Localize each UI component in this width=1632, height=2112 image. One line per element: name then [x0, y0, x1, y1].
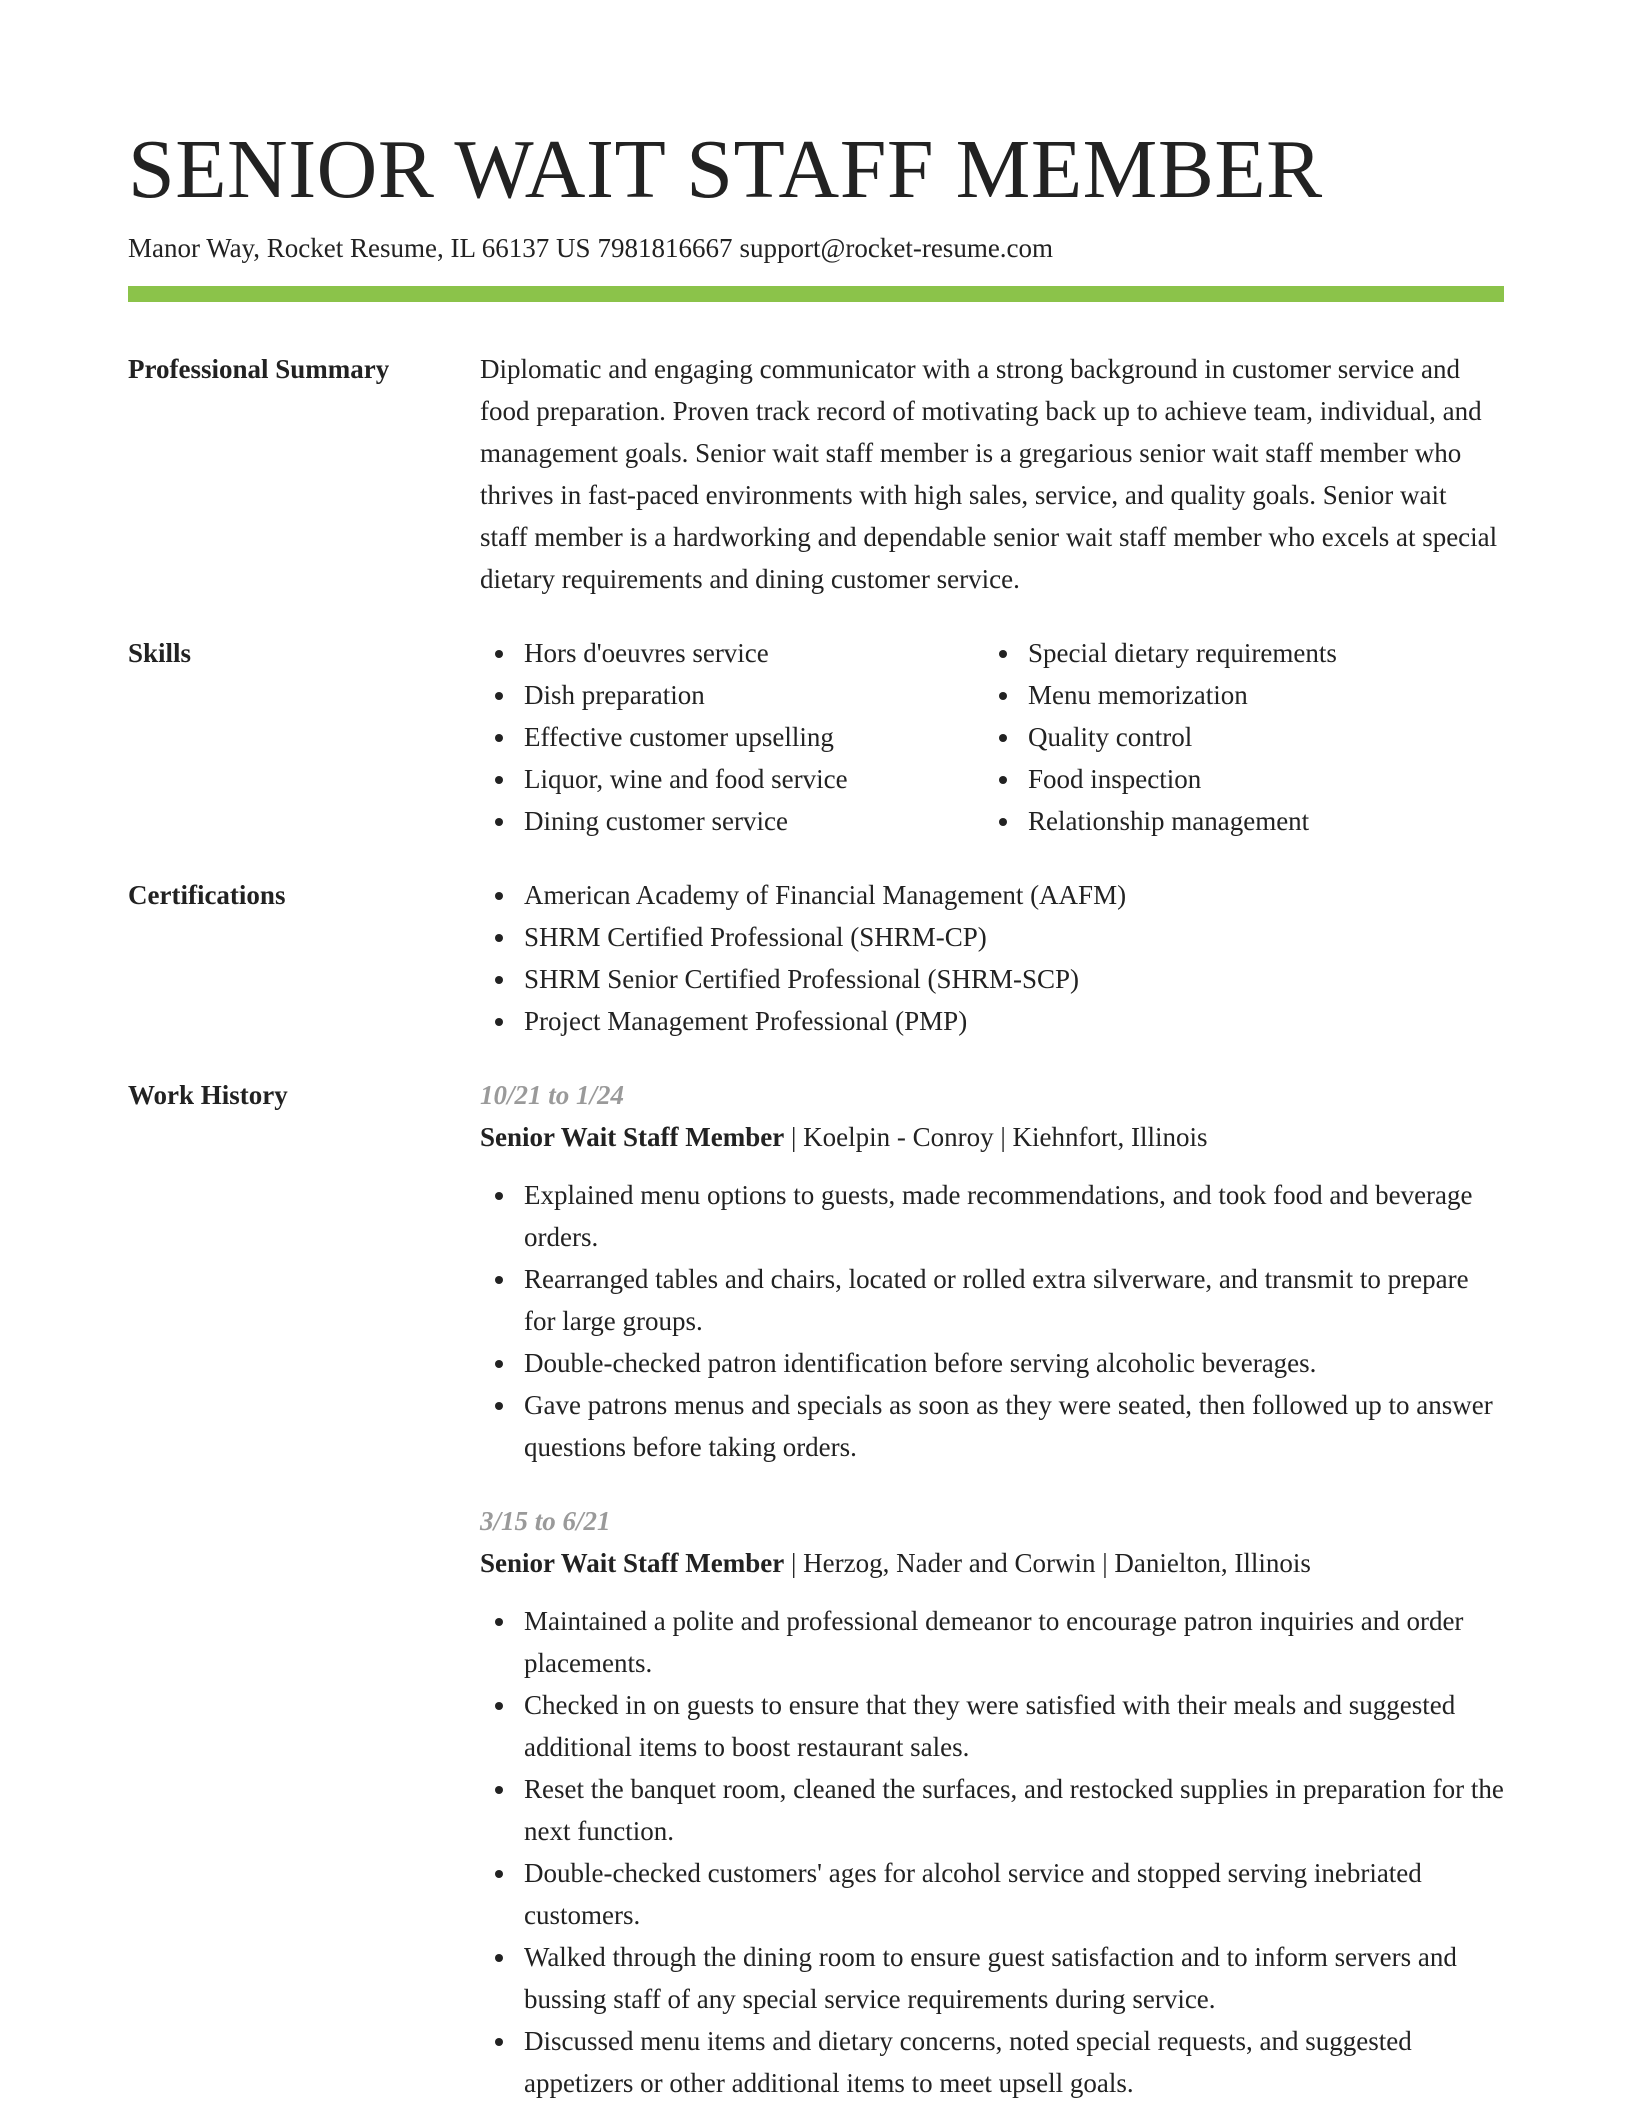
job-duties-list — [480, 1600, 1504, 2104]
work-history-body — [480, 1074, 1504, 2112]
job-duty-item: Double-checked customers' ages for alcohol service and stopped serving inebriated customers. — [480, 1852, 1504, 1936]
skill-item: Effective customer upselling — [480, 716, 984, 758]
skills-title: Skills — [128, 638, 192, 668]
skills-list-right — [984, 632, 1488, 842]
skill-item: Quality control — [984, 716, 1488, 758]
skill-item: Hors d'oeuvres service — [480, 632, 984, 674]
job-dates: 10/21 to 1/24 — [480, 1080, 625, 1110]
certifications-section — [128, 874, 1504, 1042]
summary-title: Professional Summary — [128, 354, 390, 384]
contact-email[interactable]: support@rocket-resume.com — [739, 233, 1054, 263]
skill-item: Liquor, wine and food service — [480, 758, 984, 800]
skill-item: Dining customer service — [480, 800, 984, 842]
skills-body — [480, 632, 1504, 842]
certification-item: SHRM Senior Certified Professional (SHRM-SCP) — [480, 958, 1504, 1000]
summary-text: Diplomatic and engaging communicator with a strong background in customer service and food preparation. Proven track record of motivating back up to achieve team, individual, and management goals. Senior wait staff member is a gregarious senior wait staff member who thrives in fast-paced environments with high sales, service, and quality goals. Senior wait staff member is a hardworking and dependable senior wait staff member who excels at special dietary requirements and dining customer service. — [480, 354, 1498, 594]
job-role: Senior Wait Staff Member — [480, 1122, 785, 1152]
skill-item: Food inspection — [984, 758, 1488, 800]
summary-section — [128, 348, 1504, 600]
contact-address: Manor Way, Rocket Resume, IL 66137 US — [128, 233, 591, 263]
summary-body — [480, 348, 1504, 600]
skills-grid — [480, 632, 1504, 842]
job-duty-item: Gave patrons menus and specials as soon as they were seated, then followed up to answer questions before taking orders. — [480, 1384, 1504, 1468]
job-duty-item: Explained menu options to guests, made recommendations, and took food and beverage orders. — [480, 1174, 1504, 1258]
resume-name-heading: SENIOR WAIT STAFF MEMBER — [128, 123, 1323, 216]
skills-list-left — [480, 632, 984, 842]
job-duty-item: Walked through the dining room to ensure guest satisfaction and to inform servers and bussing staff of any special service requirements during service. — [480, 1936, 1504, 2020]
job-dates: 3/15 to 6/21 — [480, 1506, 611, 1536]
certification-item: Project Management Professional (PMP) — [480, 1000, 1504, 1042]
job-employer-location: | Koelpin - Conroy | Kiehnfort, Illinois — [790, 1122, 1208, 1152]
job-role: Senior Wait Staff Member — [480, 1548, 785, 1578]
certification-item: SHRM Certified Professional (SHRM-CP) — [480, 916, 1504, 958]
job-entry — [480, 1074, 1504, 1468]
certification-item: American Academy of Financial Management (AAFM) — [480, 874, 1504, 916]
skill-item: Dish preparation — [480, 674, 984, 716]
job-duty-item: Maintained a polite and professional demeanor to encourage patron inquiries and order placements. — [480, 1600, 1504, 1684]
skill-item: Relationship management — [984, 800, 1488, 842]
work-history-section — [128, 1074, 1504, 2112]
certifications-title: Certifications — [128, 880, 286, 910]
job-entry — [480, 1500, 1504, 2104]
header-divider — [128, 286, 1504, 302]
contact-line — [128, 230, 1053, 266]
certifications-body — [480, 874, 1504, 1042]
skills-section — [128, 632, 1504, 842]
skill-item: Menu memorization — [984, 674, 1488, 716]
job-duty-item: Reset the banquet room, cleaned the surfaces, and restocked supplies in preparation for the next function. — [480, 1768, 1504, 1852]
certifications-list — [480, 874, 1504, 1042]
resume-sections — [128, 348, 1504, 2112]
job-heading — [480, 1542, 1504, 1584]
contact-phone: 7981816667 — [597, 233, 733, 263]
skill-item: Special dietary requirements — [984, 632, 1488, 674]
job-duties-list — [480, 1174, 1504, 1468]
job-duty-item: Checked in on guests to ensure that they were satisfied with their meals and suggested additional items to boost restaurant sales. — [480, 1684, 1504, 1768]
job-duty-item: Discussed menu items and dietary concerns, noted special requests, and suggested appetizers or other additional items to meet upsell goals. — [480, 2020, 1504, 2104]
job-duty-item: Rearranged tables and chairs, located or rolled extra silverware, and transmit to prepare for large groups. — [480, 1258, 1504, 1342]
job-employer-location: | Herzog, Nader and Corwin | Danielton, Illinois — [790, 1548, 1311, 1578]
work-history-title: Work History — [128, 1080, 288, 1110]
job-duty-item: Double-checked patron identification before serving alcoholic beverages. — [480, 1342, 1504, 1384]
job-heading — [480, 1116, 1504, 1158]
